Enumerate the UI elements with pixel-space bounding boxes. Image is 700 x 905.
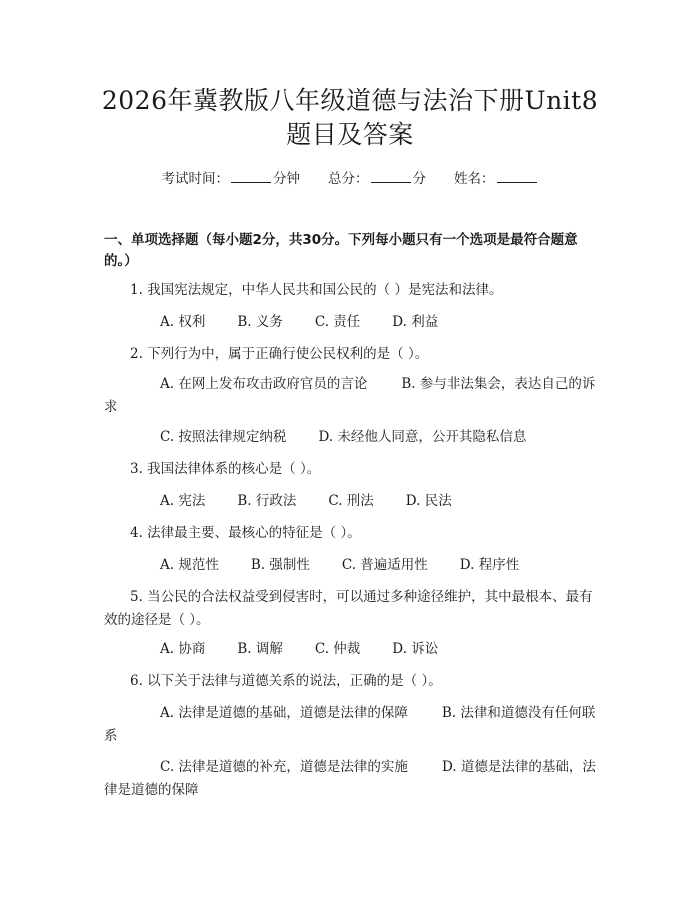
question-5-option-a: A. 协商 [160, 641, 206, 657]
question-4: 4. 法律最主要、最核心的特征是（ ）。 [130, 525, 361, 541]
exam-info [0, 168, 700, 189]
question-5-option-b: B. 调解 [237, 641, 283, 657]
question-1-options [160, 311, 438, 334]
question-6-options-ab [104, 702, 598, 748]
total-score-blank [371, 168, 411, 183]
question-6-option-b: B. 法律和道德没有任何联系 [104, 705, 596, 744]
question-2-options-cd [160, 426, 526, 449]
question-2: 2. 下列行为中，属于正确行使公民权利的是（ ）。 [130, 346, 429, 362]
question-1: 1. 我国宪法规定，中华人民共和国公民的（ ）是宪法和法律。 [130, 282, 503, 298]
question-4-option-c: C. 普遍适用性 [341, 557, 428, 573]
question-1-option-b: B. 义务 [237, 314, 283, 330]
question-6-option-a: A. 法律是道德的基础，道德是法律的保障 [160, 705, 408, 721]
question-2-option-a: A. 在网上发布攻击政府官员的言论 [160, 376, 368, 392]
question-2-option-b: B. 参与非法集会，表达自己的诉求 [104, 376, 596, 415]
question-6-option-d: D. 道德是法律的基础，法律是道德的保障 [104, 759, 596, 798]
question-5-option-c: C. 仲裁 [314, 641, 361, 657]
name-label: 姓名： [454, 171, 495, 187]
question-6-option-c: C. 法律是道德的补充，道德是法律的实施 [160, 759, 408, 775]
question-4-option-d: D. 程序性 [459, 557, 520, 573]
question-5: 5. 当公民的合法权益受到侵害时，可以通过多种途径维护，其中最根本、最有效的途径是（ ）。 [104, 589, 593, 628]
name-blank [497, 168, 537, 183]
question-3-options [160, 490, 452, 513]
question-3-option-a: A. 宪法 [160, 493, 206, 509]
exam-time-unit: 分钟 [273, 171, 300, 187]
total-score-label: 总分： [328, 171, 369, 187]
question-1-option-a: A. 权利 [160, 314, 206, 330]
exam-time-blank [231, 168, 271, 183]
question-3-option-c: C. 刑法 [328, 493, 374, 509]
question-6-options-cd [104, 756, 598, 802]
question-4-option-b: B. 强制性 [250, 557, 310, 573]
question-2-option-d: D. 未经他人同意，公开其隐私信息 [318, 429, 527, 445]
question-3: 3. 我国法律体系的核心是（ ）。 [130, 461, 321, 477]
exam-time-label: 考试时间： [161, 171, 229, 187]
question-1-option-d: D. 利益 [392, 314, 439, 330]
question-4-options [160, 554, 519, 577]
question-6: 6. 以下关于法律与道德关系的说法，正确的是（ ）。 [130, 673, 442, 689]
section-heading: 一、单项选择题（每小题2分，共30分。下列每小题只有一个选项是最符合题意的。） [104, 232, 578, 269]
document-title-line-2: 题目及答案 [286, 120, 414, 149]
question-1-option-c: C. 责任 [314, 314, 361, 330]
question-4-option-a: A. 规范性 [160, 557, 219, 573]
question-5-options [160, 638, 438, 661]
question-2-option-c: C. 按照法律规定纳税 [160, 429, 287, 445]
question-3-option-b: B. 行政法 [237, 493, 297, 509]
question-3-option-d: D. 民法 [405, 493, 452, 509]
total-score-unit: 分 [412, 171, 426, 187]
question-2-options-ab [104, 373, 598, 419]
question-5-option-d: D. 诉讼 [392, 641, 439, 657]
document-title-line-1: 2026年冀教版八年级道德与法治下册Unit8 [101, 86, 599, 115]
